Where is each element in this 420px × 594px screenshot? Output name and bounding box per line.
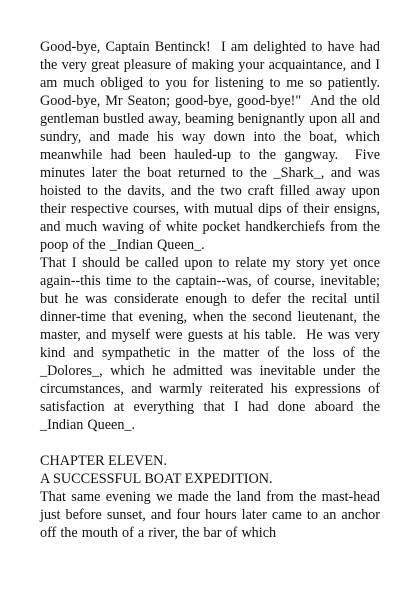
- section-spacer: [40, 434, 380, 452]
- paragraph-captain-dinner: That I should be called upon to relate my story yet once again--this time to the captain--was, of course, inevitable; but he was considerate enough to defer the recital until dinner-time that evening, when the second lieutenant, the master, and myself were guests at his table. He was very kind and sympathetic in the matter of the loss of the _Dolores_, which he admitted was inevitable under the circumstances, and warmly reiterated his expressions of satisfaction at everything that I had done aboard the _Indian Queen_.: [40, 255, 385, 433]
- paragraph-landfall: That same evening we made the land from the mast-head just before sunset, and four hours later came to an anchor off the mouth of a river, the bar of which: [40, 489, 385, 541]
- document-page: [40, 38, 389, 542]
- chapter-number: CHAPTER ELEVEN.: [40, 453, 167, 469]
- chapter-title: A SUCCESSFUL BOAT EXPEDITION.: [40, 471, 273, 487]
- paragraph-farewell: Good-bye, Captain Bentinck! I am delighted to have had the very great pleasure of making your acquaintance, and I am much obliged to you for listening to me so patiently. Good-bye, Mr Seaton; good-bye, good-bye!" And the old gentleman bustled away, beaming benignantly upon all and sundry, and made his way down into the boat, which meanwhile had been hauled-up to the gangway. Five minutes later the boat returned to the _Shark_, and was hoisted to the davits, and the two craft filled away upon their respective courses, with mutual dips of their ensigns, and much waving of white pocket handkerchiefs from the poop of the _Indian Queen_.: [40, 39, 389, 253]
